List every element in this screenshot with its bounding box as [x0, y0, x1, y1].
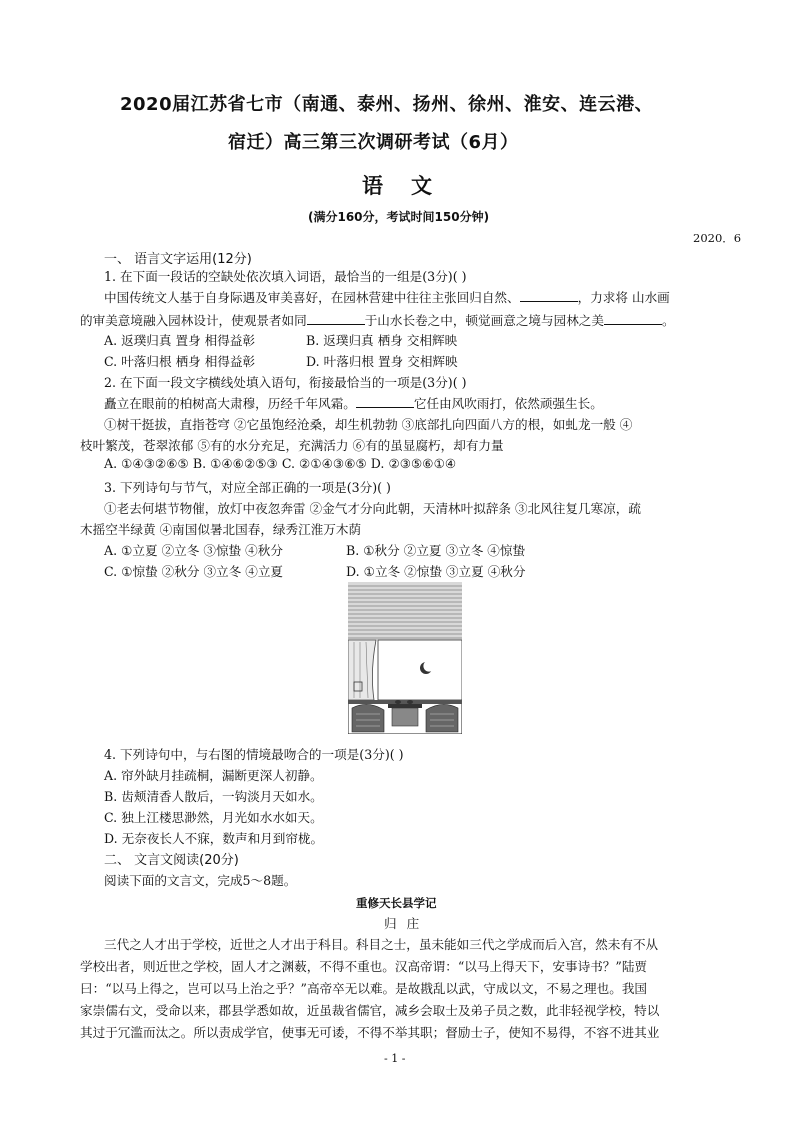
q2-choices-line-1: ①树干挺拔，直指苍穹 ②它虽饱经沧桑，却生机勃勃 ③底部扎向四面八方的根，如虬龙一般 ④: [104, 417, 633, 432]
q1-stem: 1. 在下面一段话的空缺处依次填入词语，最恰当的一组是(3分)( ): [104, 269, 467, 284]
essay-author: 归庄: [384, 916, 430, 931]
q2-passage-1a: 矗立在眼前的柏树高大肃穆，历经千年风霜。: [104, 396, 356, 411]
q1-passage-2b: 于山水长卷之中，顿觉画意之境与园林之美: [364, 313, 604, 328]
section-2-heading: 二、 文言文阅读(20分): [104, 853, 239, 868]
q4-option-d[interactable]: D. 无奈夜长人不寐，数声和月到帘栊。: [104, 831, 324, 846]
q2-passage-line-1: [104, 393, 603, 412]
q3-stem: 3. 下列诗句与节气，对应全部正确的一项是(3分)( ): [104, 480, 391, 495]
q1-passage-1b: ，力求将 山水画: [577, 290, 670, 305]
q1-passage-2a: 的审美意境融入园林设计，使观景者如同: [80, 313, 307, 328]
q3-option-a[interactable]: A. ①立夏 ②立冬 ③惊蛰 ④秋分: [104, 543, 283, 558]
bamboo-blind: [348, 582, 462, 640]
exam-note: (满分160分，考试时间150分钟): [308, 210, 490, 224]
q1-option-c[interactable]: C. 叶落归根 栖身 相得益彰: [104, 354, 256, 369]
essay-line-5: 其过于冗滥而汰之。所以责成学官，使事无可诿，不得不举其职；督励士子，使知不易得，不容不进其业: [80, 1025, 660, 1040]
q1-passage-1a: 中国传统文人基于自身际遇及审美喜好，在园林营建中往往主张回归自然、: [104, 290, 520, 305]
essay-line-2: 学校出者，则近世之学校，固人才之渊薮，不得不重也。汉高帝谓：“以马上得天下，安事诗书？”陆贾: [80, 959, 648, 974]
essay-line-1: 三代之人才出于学校，近世之人才出于科目。科目之士，虽未能如三代之学成而后入宫，然未有不从: [104, 937, 659, 952]
q4-option-a[interactable]: A. 帘外缺月挂疏桐，漏断更深人初静。: [104, 768, 323, 783]
exam-date: 2020．6: [693, 231, 742, 245]
essay-line-4: 家崇儒右文，受命以来，郡县学悉如故，近虽裁省儒官，减乡会取士及弟子员之数，此非轻视学校，特以: [80, 1003, 660, 1018]
q1-blank-3: [604, 313, 662, 325]
q3-option-c[interactable]: C. ①惊蛰 ②秋分 ③立冬 ④立夏: [104, 564, 284, 579]
q2-choices-line-2: 枝叶繁茂，苍翠浓郁 ⑤有的水分充足，充满活力 ⑥有的虽显腐朽，却有力量: [80, 438, 504, 453]
q1-passage-line-2: [80, 310, 675, 329]
q3-option-b[interactable]: B. ①秋分 ②立夏 ③立冬 ④惊蛰: [346, 543, 526, 558]
q3-option-d[interactable]: D. ①立冬 ②惊蛰 ③立夏 ④秋分: [346, 564, 526, 579]
page-number: - 1 -: [384, 1052, 406, 1065]
title-line-1: 2020届江苏省七市（南通、泰州、扬州、徐州、淮安、连云港、: [120, 94, 654, 115]
q1-blank-1: [520, 290, 578, 302]
section-2-intro: 阅读下面的文言文，完成5～8题。: [104, 873, 297, 888]
q4-option-b[interactable]: B. 齿颊清香人散后，一钩淡月天如水。: [104, 789, 323, 804]
q2-stem-text: 2. 在下面一段文字横线处填入语句，衔接最恰当的一项是(3分)( ): [104, 375, 467, 390]
q4-option-c[interactable]: C. 独上江楼思渺然，月光如水水如天。: [104, 810, 323, 825]
section-1-heading: 一、 语言文字运用(12分): [104, 252, 252, 267]
q3-poems-line-2: 木摇空半绿黄 ④南国似暑北国春，绿秀江淮万木荫: [80, 522, 362, 537]
q2-blank: [356, 396, 414, 408]
q1-option-a[interactable]: A. 返璞归真 置身 相得益彰: [104, 333, 256, 348]
essay-title: 重修天长县学记: [356, 896, 437, 910]
q2-options[interactable]: A. ①④③②⑥⑤ B. ①④⑥②⑤③ C. ②①④③⑥⑤ D. ②③⑤⑥①④: [104, 456, 457, 471]
q1-option-b[interactable]: B. 返璞归真 栖身 交相辉映: [306, 333, 458, 348]
q3-poems-line-1: ①老去何堪节物催，放灯中夜忽奔雷 ②金气才分向此朝，天清林叶拟辞条 ③北风往复几寒凉，疏: [104, 501, 641, 516]
essay-line-3: 曰：“以马上得之，岂可以马上治之乎？”高帝卒无以难。是故戡乱以武，守成以文，不易之理也。我国: [80, 981, 648, 996]
q4-stem: 4. 下列诗句中，与右图的情境最吻合的一项是(3分)( ): [104, 747, 404, 762]
q1-passage-2c: 。: [661, 313, 675, 328]
q1-passage-line-1: [104, 287, 670, 306]
subject-title: 语文: [362, 174, 460, 198]
q1-blank-2: [307, 313, 365, 325]
q1-option-d[interactable]: D. 叶落归根 置身 交相辉映: [306, 354, 458, 369]
title-line-2: 宿迁）高三第三次调研考试（6月）: [228, 132, 519, 153]
q2-passage-1b: 它任由风吹雨打，依然顽强生长。: [413, 396, 603, 411]
night-window-illustration: [348, 582, 462, 734]
